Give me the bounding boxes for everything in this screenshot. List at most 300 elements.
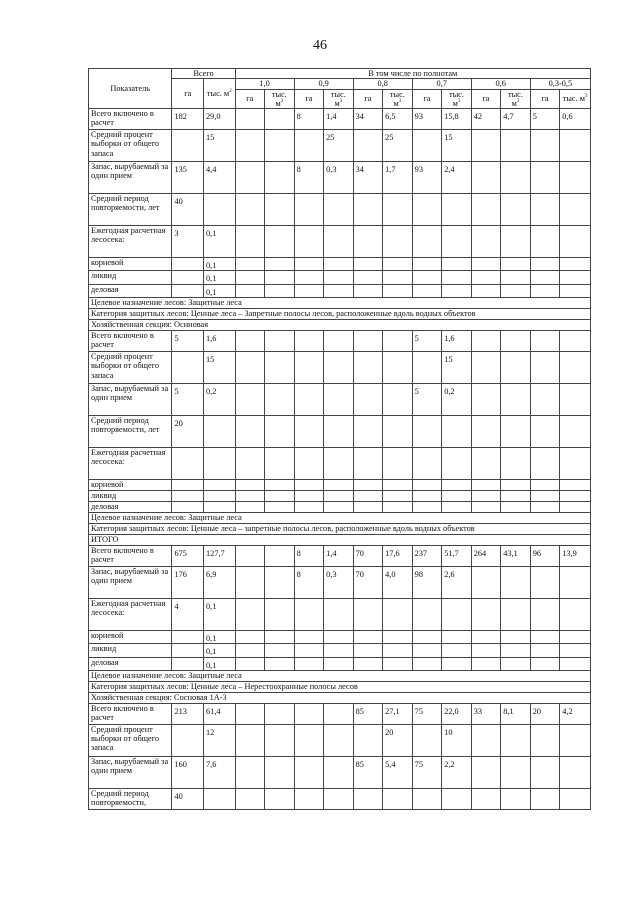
table-cell <box>235 644 265 657</box>
table-cell <box>530 501 560 512</box>
table-cell <box>324 415 354 447</box>
table-cell <box>172 490 204 501</box>
table-cell <box>353 657 383 670</box>
table-cell <box>442 644 472 657</box>
table-cell <box>172 271 204 284</box>
table-cell <box>235 109 265 130</box>
table-cell <box>235 479 265 490</box>
table-cell <box>383 284 413 297</box>
row-label: ликвид <box>89 271 172 284</box>
table-cell <box>530 479 560 490</box>
section-title: ИТОГО <box>89 534 591 545</box>
table-cell <box>530 194 560 226</box>
table-row <box>89 545 591 566</box>
table-cell <box>265 258 295 271</box>
table-cell: 25 <box>324 130 354 162</box>
table-cell <box>324 351 354 383</box>
table-cell <box>383 644 413 657</box>
table-cell <box>501 258 531 271</box>
table-cell <box>204 490 236 501</box>
table-cell <box>265 162 295 194</box>
table-cell <box>353 226 383 258</box>
table-cell <box>560 162 591 194</box>
table-cell <box>235 271 265 284</box>
row-label: деловая <box>89 284 172 297</box>
section-title: Целевое назначение лесов: Защитные леса <box>89 297 591 308</box>
table-cell <box>530 415 560 447</box>
table-cell <box>501 447 531 479</box>
section-row <box>89 534 591 545</box>
table-cell: 17,6 <box>383 545 413 566</box>
table-cell: 4,0 <box>383 566 413 598</box>
table-cell <box>235 330 265 351</box>
table-row <box>89 226 591 258</box>
table-cell <box>560 644 591 657</box>
table-cell: 96 <box>530 545 560 566</box>
table-cell <box>383 788 413 809</box>
row-label: деловая <box>89 501 172 512</box>
table-row <box>89 258 591 271</box>
table-cell <box>353 447 383 479</box>
table-cell <box>294 271 324 284</box>
table-cell <box>442 258 472 271</box>
table-cell <box>530 756 560 788</box>
table-cell <box>353 788 383 809</box>
unit-superscript: 3 <box>280 99 284 105</box>
table-cell <box>324 330 354 351</box>
table-cell: 5 <box>172 383 204 415</box>
table-row <box>89 724 591 756</box>
header-unit-ha: га <box>471 89 501 109</box>
table-cell <box>471 284 501 297</box>
section-title: Хозяйственная секция: Сосновая 1А-3 <box>89 692 591 703</box>
table-cell <box>412 724 442 756</box>
header-unit-ha: га <box>530 89 560 109</box>
table-cell <box>412 479 442 490</box>
table-cell <box>471 258 501 271</box>
table-header <box>89 69 591 109</box>
table-cell <box>383 258 413 271</box>
table-cell: 0,1 <box>204 226 236 258</box>
table-cell <box>204 501 236 512</box>
table-cell: 20 <box>383 724 413 756</box>
table-cell: 85 <box>353 756 383 788</box>
table-cell: 0,1 <box>204 271 236 284</box>
row-label: корневой <box>89 479 172 490</box>
table-cell: 15 <box>204 130 236 162</box>
table-cell <box>324 788 354 809</box>
table-cell <box>471 162 501 194</box>
table-cell <box>383 271 413 284</box>
table-cell <box>294 330 324 351</box>
table-cell <box>294 657 324 670</box>
table-cell: 5,4 <box>383 756 413 788</box>
table-cell: 33 <box>471 703 501 724</box>
table-cell: 4,2 <box>560 703 591 724</box>
table-cell <box>324 630 354 643</box>
table-row <box>89 447 591 479</box>
table-row <box>89 284 591 297</box>
section-row <box>89 681 591 692</box>
table-cell <box>501 383 531 415</box>
table-cell <box>265 479 295 490</box>
table-cell <box>265 703 295 724</box>
row-label: Ежегодная расчетная лесосека: <box>89 447 172 479</box>
table-cell <box>324 756 354 788</box>
table-row <box>89 501 591 512</box>
table-row <box>89 271 591 284</box>
row-label: Запас, вырубаемый за один прием <box>89 383 172 415</box>
section-row <box>89 523 591 534</box>
table-cell <box>294 383 324 415</box>
table-cell <box>412 351 442 383</box>
row-label: Ежегодная расчетная лесосека: <box>89 598 172 630</box>
unit-superscript: 3 <box>398 99 402 105</box>
table-cell <box>204 447 236 479</box>
table-cell: 43,1 <box>501 545 531 566</box>
row-label: Средний процент выборки от общего запаса <box>89 130 172 162</box>
row-label: деловая <box>89 657 172 670</box>
table-cell <box>265 630 295 643</box>
table-cell <box>353 501 383 512</box>
table-cell: 8 <box>294 162 324 194</box>
table-cell <box>383 415 413 447</box>
table-cell <box>172 644 204 657</box>
table-cell <box>530 566 560 598</box>
table-cell <box>265 284 295 297</box>
table-cell <box>324 724 354 756</box>
table-cell: 5 <box>530 109 560 130</box>
table-cell <box>353 130 383 162</box>
row-label: Ежегодная расчетная лесосека: <box>89 226 172 258</box>
unit-superscript: 3 <box>339 99 343 105</box>
table-cell <box>353 194 383 226</box>
table-cell <box>265 447 295 479</box>
header-by-density: В том числе по полнотам <box>235 69 590 79</box>
table-cell <box>501 657 531 670</box>
table-cell: 13,9 <box>560 545 591 566</box>
row-label: Всего включено в расчет <box>89 330 172 351</box>
table-cell: 1,4 <box>324 109 354 130</box>
table-cell <box>324 271 354 284</box>
table-cell <box>471 756 501 788</box>
table-cell: 1,4 <box>324 545 354 566</box>
section-row <box>89 297 591 308</box>
table-row <box>89 162 591 194</box>
header-unit-thm <box>265 89 295 109</box>
table-cell <box>412 130 442 162</box>
table-cell <box>204 788 236 809</box>
table-cell <box>294 194 324 226</box>
row-label: Средний период повторяемости, <box>89 788 172 809</box>
table-cell <box>442 194 472 226</box>
table-cell: 93 <box>412 109 442 130</box>
table-cell <box>265 383 295 415</box>
table-cell <box>294 598 324 630</box>
table-cell <box>353 351 383 383</box>
table-cell <box>172 284 204 297</box>
header-density: 0,7 <box>412 79 471 89</box>
unit-label: тыс. м <box>562 94 586 104</box>
table-cell: 93 <box>412 162 442 194</box>
table-cell <box>560 501 591 512</box>
table-cell <box>353 630 383 643</box>
row-label: Запас, вырубаемый за один прием <box>89 566 172 598</box>
table-cell <box>265 330 295 351</box>
table-cell <box>172 657 204 670</box>
table-cell <box>235 490 265 501</box>
table-cell <box>353 490 383 501</box>
row-label: Всего включено в расчет <box>89 109 172 130</box>
table-cell <box>294 703 324 724</box>
table-cell <box>235 598 265 630</box>
table-cell <box>265 545 295 566</box>
table-cell <box>172 130 204 162</box>
row-label: Средний процент выборки от общего запаса <box>89 724 172 756</box>
table-cell: 98 <box>412 566 442 598</box>
table-cell <box>235 284 265 297</box>
table-cell <box>471 226 501 258</box>
table-row <box>89 788 591 809</box>
table-cell <box>442 788 472 809</box>
unit-superscript: 3 <box>516 99 520 105</box>
section-title: Целевое назначение лесов: Защитные леса <box>89 670 591 681</box>
table-cell <box>235 703 265 724</box>
table-cell <box>560 657 591 670</box>
header-unit-thm <box>501 89 531 109</box>
table-cell <box>530 226 560 258</box>
table-cell <box>530 271 560 284</box>
table-cell <box>383 479 413 490</box>
table-cell <box>471 501 501 512</box>
table-cell <box>560 415 591 447</box>
table-cell <box>501 284 531 297</box>
table-cell <box>501 630 531 643</box>
table-cell <box>471 657 501 670</box>
table-cell <box>412 630 442 643</box>
table-cell <box>530 657 560 670</box>
table-cell <box>501 644 531 657</box>
table-cell <box>294 130 324 162</box>
table-cell: 34 <box>353 162 383 194</box>
table-row <box>89 415 591 447</box>
table-cell <box>235 258 265 271</box>
table-cell <box>172 724 204 756</box>
table-cell <box>265 351 295 383</box>
table-cell <box>471 330 501 351</box>
table-cell <box>172 258 204 271</box>
table-cell: 85 <box>353 703 383 724</box>
table-cell: 40 <box>172 788 204 809</box>
table-cell: 15 <box>204 351 236 383</box>
table-cell <box>530 724 560 756</box>
table-cell: 176 <box>172 566 204 598</box>
table-cell: 6,5 <box>383 109 413 130</box>
table-cell <box>324 383 354 415</box>
header-unit-thm <box>324 89 354 109</box>
table-cell: 8,1 <box>501 703 531 724</box>
table-cell <box>265 501 295 512</box>
row-label: Средний период повторяемости, лет <box>89 194 172 226</box>
header-unit-ha: га <box>294 89 324 109</box>
table-cell <box>383 490 413 501</box>
table-cell <box>383 330 413 351</box>
section-row <box>89 308 591 319</box>
table-cell: 0,1 <box>204 284 236 297</box>
table-cell <box>530 383 560 415</box>
table-cell <box>172 351 204 383</box>
table-cell <box>501 226 531 258</box>
table-cell <box>235 226 265 258</box>
table-cell <box>560 226 591 258</box>
table-cell <box>324 258 354 271</box>
table-cell <box>501 162 531 194</box>
table-cell <box>235 788 265 809</box>
section-row <box>89 692 591 703</box>
table-cell <box>265 724 295 756</box>
table-cell <box>412 501 442 512</box>
table-cell: 264 <box>471 545 501 566</box>
table-cell <box>172 630 204 643</box>
table-cell: 213 <box>172 703 204 724</box>
header-density: 0,9 <box>294 79 353 89</box>
table-cell <box>412 258 442 271</box>
table-cell <box>412 226 442 258</box>
table-cell <box>530 630 560 643</box>
table-cell: 29,0 <box>204 109 236 130</box>
table-cell <box>324 644 354 657</box>
table-cell <box>235 162 265 194</box>
table-cell <box>172 447 204 479</box>
table-cell <box>294 644 324 657</box>
table-cell: 15 <box>442 351 472 383</box>
table-cell: 2,2 <box>442 756 472 788</box>
section-row <box>89 319 591 330</box>
table-cell: 675 <box>172 545 204 566</box>
table-cell: 12 <box>204 724 236 756</box>
table-cell <box>471 415 501 447</box>
header-unit-ha: га <box>412 89 442 109</box>
table-cell <box>471 788 501 809</box>
table-cell <box>560 130 591 162</box>
table-cell <box>265 657 295 670</box>
table-cell <box>353 284 383 297</box>
table-cell <box>501 130 531 162</box>
table-cell <box>353 258 383 271</box>
table-cell <box>560 258 591 271</box>
table-row <box>89 351 591 383</box>
unit-superscript: 2 <box>229 89 232 95</box>
table-row <box>89 490 591 501</box>
table-cell: 15,8 <box>442 109 472 130</box>
header-density: 1,0 <box>235 79 294 89</box>
header-total: Всего <box>172 69 235 79</box>
table-cell <box>172 479 204 490</box>
table-row <box>89 194 591 226</box>
row-label: Запас, вырубаемый за один прием <box>89 756 172 788</box>
header-unit-ha: га <box>235 89 265 109</box>
table-cell: 5 <box>412 383 442 415</box>
unit-label: тыс. м <box>507 89 523 108</box>
table-cell <box>235 383 265 415</box>
table-cell <box>294 258 324 271</box>
unit-label: тыс. м <box>271 89 287 108</box>
table-cell <box>560 271 591 284</box>
table-row <box>89 109 591 130</box>
table-cell <box>235 756 265 788</box>
table-cell: 25 <box>383 130 413 162</box>
table-cell <box>204 194 236 226</box>
table-row <box>89 630 591 643</box>
table-cell <box>530 598 560 630</box>
table-cell <box>501 756 531 788</box>
header-density: 0,3-0,5 <box>530 79 590 89</box>
table-cell <box>265 109 295 130</box>
table-cell <box>235 545 265 566</box>
table-cell <box>383 194 413 226</box>
section-row <box>89 670 591 681</box>
row-label: Всего включено в расчет <box>89 545 172 566</box>
table-cell <box>412 284 442 297</box>
table-cell <box>471 447 501 479</box>
table-cell: 8 <box>294 545 324 566</box>
table-row <box>89 383 591 415</box>
table-cell <box>204 479 236 490</box>
table-cell <box>294 479 324 490</box>
table-cell <box>501 788 531 809</box>
table-cell <box>560 598 591 630</box>
table-cell: 6,9 <box>204 566 236 598</box>
table-cell <box>560 630 591 643</box>
table-cell: 0,6 <box>560 109 591 130</box>
unit-superscript: 3 <box>457 99 461 105</box>
table-cell <box>265 598 295 630</box>
table-cell <box>501 194 531 226</box>
table-cell <box>353 479 383 490</box>
table-cell <box>530 351 560 383</box>
table-cell: 8 <box>294 109 324 130</box>
table-cell: 51,7 <box>442 545 472 566</box>
table-cell: 4,4 <box>204 162 236 194</box>
table-cell <box>235 501 265 512</box>
table-cell <box>412 598 442 630</box>
table-cell <box>471 598 501 630</box>
table-cell <box>324 284 354 297</box>
section-title: Категория защитных лесов: Ценные леса – Нерестоохранные полосы лесов <box>89 681 591 692</box>
section-title: Категория защитных лесов: Ценные леса – Запретные полосы лесов, расположенные вдоль водных объектов <box>89 308 591 319</box>
row-label: ликвид <box>89 644 172 657</box>
table-cell <box>471 630 501 643</box>
table-cell <box>530 284 560 297</box>
table-cell <box>442 501 472 512</box>
table-cell: 10 <box>442 724 472 756</box>
table-cell <box>294 447 324 479</box>
table-cell <box>324 479 354 490</box>
table-cell: 34 <box>353 109 383 130</box>
table-cell <box>265 644 295 657</box>
table-cell: 22,0 <box>442 703 472 724</box>
table-cell <box>353 644 383 657</box>
table-cell <box>560 351 591 383</box>
header-unit-thm <box>383 89 413 109</box>
header-density: 0,6 <box>471 79 530 89</box>
table-cell <box>501 598 531 630</box>
table-cell <box>442 598 472 630</box>
cutting-table <box>88 68 591 810</box>
table-cell <box>471 271 501 284</box>
table-cell: 0,1 <box>204 630 236 643</box>
table-cell: 5 <box>412 330 442 351</box>
